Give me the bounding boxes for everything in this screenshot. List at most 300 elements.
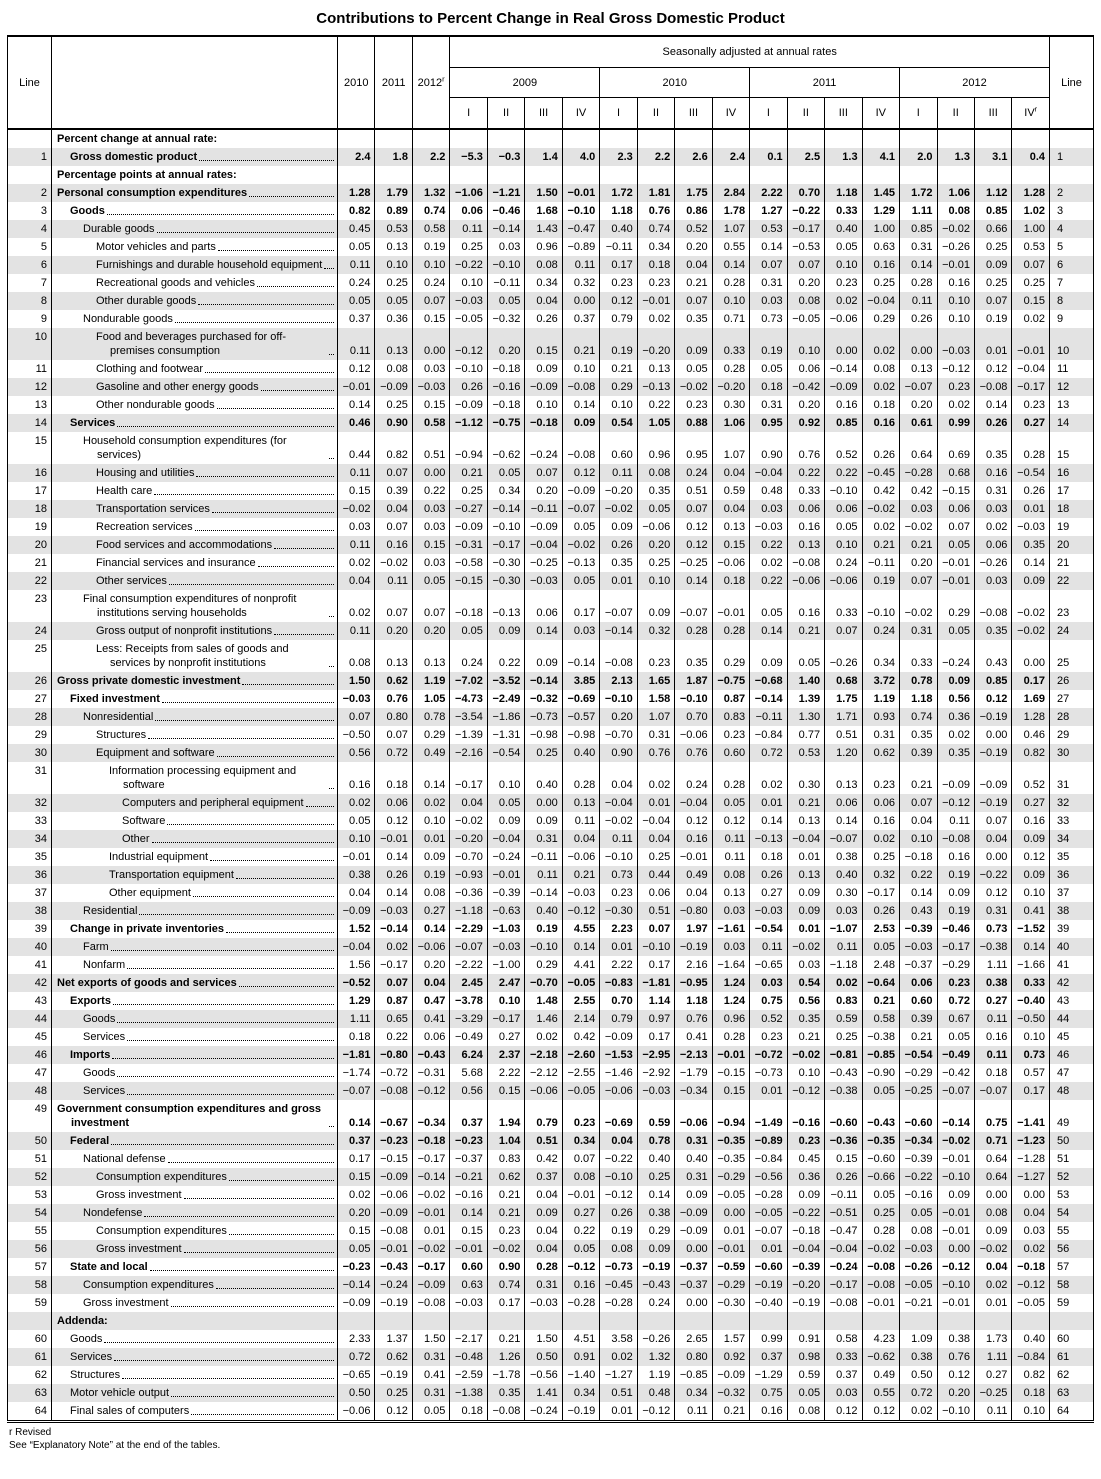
value-cell: −0.58: [450, 554, 487, 572]
value-cell: −0.31: [450, 536, 487, 554]
value-cell: 0.23: [825, 274, 862, 292]
value-cell: 0.16: [675, 830, 712, 848]
value-cell: 0.05: [487, 794, 524, 812]
value-cell: 0.17: [487, 1294, 524, 1312]
value-cell: 0.48: [750, 482, 787, 500]
row-label-cell: [52, 866, 338, 884]
row-label: Other durable goods: [96, 295, 197, 307]
value-cell: 0.04: [450, 794, 487, 812]
line-number-right: 58: [1050, 1276, 1094, 1294]
value-cell: 0.35: [637, 482, 674, 500]
value-cell: −0.05: [1012, 1294, 1050, 1312]
line-number-left: 39: [8, 920, 52, 938]
value-cell: 0.41: [412, 1010, 449, 1028]
value-cell: −0.72: [750, 1046, 787, 1064]
value-cell: 0.08: [862, 360, 899, 378]
value-cell: 0.22: [787, 464, 824, 482]
row-label-cell: [52, 1258, 338, 1276]
value-cell: 1.73: [974, 1330, 1011, 1348]
value-cell: 0.16: [750, 1402, 787, 1422]
value-cell: 0.20: [525, 482, 562, 500]
value-cell: 0.13: [375, 328, 412, 360]
value-cell: −0.02: [562, 536, 599, 554]
leader-dots: [127, 1094, 334, 1095]
value-cell: 0.31: [750, 396, 787, 414]
value-cell: 0.11: [675, 1402, 712, 1422]
value-cell: [675, 1312, 712, 1330]
line-number-left: 32: [8, 794, 52, 812]
value-cell: 4.1: [862, 148, 899, 166]
value-cell: 0.05: [338, 238, 375, 256]
value-cell: 1.40: [787, 672, 824, 690]
value-cell: 1.11: [338, 1010, 375, 1028]
value-cell: −0.17: [825, 1276, 862, 1294]
leader-dots: [191, 1414, 334, 1415]
row-label: Recreation services: [96, 521, 193, 533]
row-label: Durable goods: [83, 223, 155, 235]
value-cell: 0.19: [937, 902, 974, 920]
value-cell: −0.07: [675, 590, 712, 622]
value-cell: −0.93: [450, 866, 487, 884]
leader-dots: [171, 1396, 334, 1397]
row-label: Other equipment: [109, 887, 191, 899]
value-cell: 0.05: [338, 1240, 375, 1258]
value-cell: 0.16: [825, 396, 862, 414]
row-label: Transportation equipment: [109, 869, 234, 881]
value-cell: 0.78: [900, 672, 937, 690]
value-cell: 0.04: [412, 974, 449, 992]
value-cell: [862, 129, 899, 148]
value-cell: 0.07: [974, 812, 1011, 830]
value-cell: 0.20: [937, 1384, 974, 1402]
value-cell: −0.18: [450, 590, 487, 622]
value-cell: −0.02: [974, 1240, 1011, 1258]
value-cell: −0.54: [1012, 464, 1050, 482]
value-cell: 0.01: [787, 920, 824, 938]
value-cell: 0.23: [675, 396, 712, 414]
value-cell: −0.46: [487, 202, 524, 220]
quarter-header: I: [600, 98, 637, 130]
value-cell: −0.08: [825, 1294, 862, 1312]
value-cell: 0.28: [675, 622, 712, 640]
value-cell: 0.60: [712, 744, 749, 762]
value-cell: 0.14: [675, 572, 712, 590]
value-cell: −0.54: [900, 1046, 937, 1064]
value-cell: −1.74: [338, 1064, 375, 1082]
value-cell: 0.06: [450, 202, 487, 220]
value-cell: −0.01: [937, 1222, 974, 1240]
quarter-header: III: [675, 98, 712, 130]
row-label-cell: [52, 640, 338, 672]
value-cell: 2.65: [675, 1330, 712, 1348]
value-cell: −2.55: [562, 1064, 599, 1082]
value-cell: 0.18: [862, 396, 899, 414]
value-cell: 0.11: [562, 812, 599, 830]
value-cell: 0.07: [974, 292, 1011, 310]
value-cell: −0.38: [974, 938, 1011, 956]
value-cell: 0.20: [900, 554, 937, 572]
value-cell: 0.03: [338, 518, 375, 536]
value-cell: −0.81: [825, 1046, 862, 1064]
value-cell: −0.89: [562, 238, 599, 256]
value-cell: −0.07: [450, 938, 487, 956]
row-label-cell: [52, 396, 338, 414]
value-cell: −0.06: [525, 1082, 562, 1100]
value-cell: 0.63: [450, 1276, 487, 1294]
value-cell: −0.09: [450, 518, 487, 536]
table-row: [8, 744, 1094, 762]
value-cell: 0.01: [974, 1294, 1011, 1312]
line-number-right: 45: [1050, 1028, 1094, 1046]
label-column-header: [52, 36, 338, 129]
value-cell: 0.56: [787, 992, 824, 1010]
row-label-cell: [52, 328, 338, 360]
value-cell: −0.04: [825, 1240, 862, 1258]
value-cell: 0.16: [1012, 812, 1050, 830]
row-label: Less: Receipts from sales of goods and services by nonprofit institutions: [96, 643, 289, 669]
value-cell: 1.06: [712, 414, 749, 432]
value-cell: 0.06: [637, 884, 674, 902]
value-cell: 0.15: [1012, 292, 1050, 310]
value-cell: 0.28: [712, 274, 749, 292]
value-cell: −1.64: [712, 956, 749, 974]
value-cell: 0.07: [338, 708, 375, 726]
value-cell: 0.25: [1012, 274, 1050, 292]
value-cell: 0.20: [412, 956, 449, 974]
value-cell: −2.92: [637, 1064, 674, 1082]
value-cell: 0.14: [562, 938, 599, 956]
row-label: Consumption expenditures: [96, 1225, 227, 1237]
value-cell: 0.86: [675, 202, 712, 220]
line-number-left: 34: [8, 830, 52, 848]
row-label-cell: [52, 1222, 338, 1240]
value-cell: 0.71: [974, 1132, 1011, 1150]
line-number-right: 22: [1050, 572, 1094, 590]
value-cell: 0.13: [562, 794, 599, 812]
value-cell: [1012, 1312, 1050, 1330]
value-cell: −0.17: [862, 884, 899, 902]
value-cell: −0.26: [900, 1258, 937, 1276]
value-cell: 1.30: [787, 708, 824, 726]
leader-dots: [168, 1162, 334, 1163]
value-cell: 0.32: [862, 866, 899, 884]
value-cell: −0.57: [562, 708, 599, 726]
value-cell: 0.31: [900, 238, 937, 256]
value-cell: −0.08: [974, 590, 1011, 622]
value-cell: 0.38: [825, 848, 862, 866]
value-cell: 0.40: [525, 762, 562, 794]
value-cell: −1.78: [487, 1366, 524, 1384]
value-cell: −3.52: [487, 672, 524, 690]
value-cell: 0.45: [338, 220, 375, 238]
value-cell: −0.08: [487, 1402, 524, 1422]
value-cell: 0.11: [974, 1402, 1011, 1422]
leader-dots: [329, 458, 334, 459]
col-header-2012-text: 2012: [417, 76, 443, 89]
value-cell: −0.14: [600, 622, 637, 640]
value-cell: [637, 166, 674, 184]
value-cell: 0.02: [862, 830, 899, 848]
leader-dots: [212, 512, 334, 513]
value-cell: 0.15: [338, 482, 375, 500]
value-cell: −1.38: [450, 1384, 487, 1402]
row-label-cell: [52, 590, 338, 622]
value-cell: −0.02: [1012, 622, 1050, 640]
value-cell: 0.46: [1012, 726, 1050, 744]
value-cell: −0.01: [412, 1204, 449, 1222]
value-cell: 0.76: [375, 690, 412, 708]
value-cell: −0.73: [600, 1258, 637, 1276]
value-cell: 0.21: [862, 992, 899, 1010]
value-cell: −0.26: [637, 1330, 674, 1348]
value-cell: 0.72: [375, 744, 412, 762]
row-label: Gross investment: [96, 1189, 182, 1201]
value-cell: 0.21: [562, 328, 599, 360]
value-cell: 0.54: [600, 414, 637, 432]
value-cell: 0.29: [712, 640, 749, 672]
value-cell: −0.19: [375, 1294, 412, 1312]
value-cell: −0.09: [338, 902, 375, 920]
line-number-left: 47: [8, 1064, 52, 1082]
row-label: State and local: [70, 1261, 148, 1273]
value-cell: 0.07: [412, 292, 449, 310]
value-cell: 0.43: [900, 902, 937, 920]
value-cell: −0.08: [862, 1276, 899, 1294]
row-label: Financial services and insurance: [96, 557, 256, 569]
value-cell: −0.19: [562, 1402, 599, 1422]
leader-dots: [257, 286, 334, 287]
value-cell: 0.11: [600, 830, 637, 848]
value-cell: 0.36: [787, 1168, 824, 1186]
leader-dots: [193, 896, 334, 897]
value-cell: 0.76: [787, 432, 824, 464]
table-row: [8, 672, 1094, 690]
table-row: [8, 762, 1094, 794]
value-cell: −0.15: [375, 1150, 412, 1168]
value-cell: −0.10: [525, 938, 562, 956]
value-cell: −0.32: [487, 310, 524, 328]
value-cell: 0.02: [412, 794, 449, 812]
value-cell: 0.13: [900, 360, 937, 378]
value-cell: 0.09: [600, 518, 637, 536]
value-cell: −0.03: [487, 938, 524, 956]
value-cell: −0.01: [937, 554, 974, 572]
value-cell: −0.45: [862, 464, 899, 482]
row-label-cell: [52, 1384, 338, 1402]
row-label-cell: [52, 1294, 338, 1312]
table-row: [8, 378, 1094, 396]
value-cell: 0.02: [974, 1276, 1011, 1294]
year-group-2009: 2009: [450, 68, 600, 98]
table-row: [8, 1204, 1094, 1222]
value-cell: −0.25: [974, 1384, 1011, 1402]
value-cell: 1.37: [375, 1330, 412, 1348]
value-cell: −0.68: [750, 672, 787, 690]
value-cell: 0.18: [750, 378, 787, 396]
value-cell: [637, 129, 674, 148]
line-number-left: 5: [8, 238, 52, 256]
value-cell: 1.48: [525, 992, 562, 1010]
leader-dots: [117, 1076, 334, 1077]
value-cell: 0.05: [787, 640, 824, 672]
value-cell: 0.03: [412, 554, 449, 572]
value-cell: −0.70: [600, 726, 637, 744]
value-cell: 0.64: [974, 1150, 1011, 1168]
value-cell: 0.50: [338, 1384, 375, 1402]
value-cell: 0.42: [862, 482, 899, 500]
row-label: Other services: [96, 575, 167, 587]
value-cell: 0.34: [675, 1384, 712, 1402]
table-row: [8, 1010, 1094, 1028]
table-row: [8, 220, 1094, 238]
value-cell: 0.31: [675, 1168, 712, 1186]
value-cell: 0.95: [675, 432, 712, 464]
value-cell: 0.22: [750, 572, 787, 590]
value-cell: −0.07: [900, 378, 937, 396]
value-cell: 1.81: [637, 184, 674, 202]
value-cell: 0.02: [937, 726, 974, 744]
value-cell: 0.73: [974, 920, 1011, 938]
value-cell: 0.03: [787, 956, 824, 974]
value-cell: −0.09: [675, 1204, 712, 1222]
value-cell: −0.37: [675, 1276, 712, 1294]
value-cell: 1.45: [862, 184, 899, 202]
value-cell: 2.33: [338, 1330, 375, 1348]
value-cell: 1.28: [1012, 708, 1050, 726]
line-number-right: 21: [1050, 554, 1094, 572]
value-cell: 0.24: [675, 464, 712, 482]
table-row: [8, 238, 1094, 256]
value-cell: −0.19: [974, 744, 1011, 762]
value-cell: 0.04: [974, 1258, 1011, 1276]
value-cell: 1.18: [600, 202, 637, 220]
value-cell: 0.05: [562, 572, 599, 590]
value-cell: 0.09: [1012, 572, 1050, 590]
value-cell: −0.43: [412, 1046, 449, 1064]
value-cell: 0.13: [712, 884, 749, 902]
value-cell: 0.31: [412, 1384, 449, 1402]
value-cell: −0.10: [937, 1276, 974, 1294]
value-cell: −0.04: [750, 464, 787, 482]
value-cell: −0.32: [525, 690, 562, 708]
value-cell: 0.11: [712, 848, 749, 866]
value-cell: 0.08: [412, 884, 449, 902]
value-cell: 0.43: [974, 640, 1011, 672]
value-cell: −0.83: [600, 974, 637, 992]
value-cell: 0.08: [338, 640, 375, 672]
value-cell: −0.43: [862, 1100, 899, 1132]
value-cell: 0.23: [712, 726, 749, 744]
value-cell: 0.17: [1012, 672, 1050, 690]
value-cell: −0.03: [750, 902, 787, 920]
value-cell: [375, 1312, 412, 1330]
value-cell: 0.11: [375, 572, 412, 590]
value-cell: 0.23: [862, 762, 899, 794]
table-row: [8, 902, 1094, 920]
table-row: [8, 590, 1094, 622]
line-number-right: 44: [1050, 1010, 1094, 1028]
value-cell: −0.12: [937, 794, 974, 812]
table-row: [8, 1366, 1094, 1384]
value-cell: −1.18: [825, 956, 862, 974]
value-cell: −0.32: [712, 1384, 749, 1402]
value-cell: 0.34: [562, 1132, 599, 1150]
value-cell: 0.06: [825, 794, 862, 812]
value-cell: 0.21: [562, 866, 599, 884]
value-cell: −0.18: [487, 396, 524, 414]
value-cell: −0.39: [787, 1258, 824, 1276]
value-cell: −0.39: [900, 1150, 937, 1168]
value-cell: 4.23: [862, 1330, 899, 1348]
value-cell: 0.11: [338, 536, 375, 554]
value-cell: −0.08: [562, 378, 599, 396]
value-cell: [487, 166, 524, 184]
value-cell: 0.10: [487, 992, 524, 1010]
value-cell: 0.59: [712, 482, 749, 500]
value-cell: −0.03: [525, 1294, 562, 1312]
value-cell: 0.14: [900, 256, 937, 274]
value-cell: 0.23: [1012, 396, 1050, 414]
footnotes: [9, 1426, 1094, 1452]
value-cell: 0.25: [637, 848, 674, 866]
year-group-2010: 2010: [600, 68, 750, 98]
table-row: [8, 518, 1094, 536]
value-cell: 0.35: [675, 640, 712, 672]
value-cell: 0.26: [375, 866, 412, 884]
value-cell: 0.24: [637, 1294, 674, 1312]
leader-dots: [216, 1288, 334, 1289]
value-cell: 0.49: [412, 744, 449, 762]
value-cell: 0.37: [562, 310, 599, 328]
line-number-right: 35: [1050, 848, 1094, 866]
value-cell: −0.06: [675, 1100, 712, 1132]
value-cell: −0.04: [338, 938, 375, 956]
value-cell: 0.21: [487, 1186, 524, 1204]
value-cell: 0.52: [825, 432, 862, 464]
value-cell: −0.26: [974, 554, 1011, 572]
value-cell: −0.10: [637, 938, 674, 956]
line-number-left: 48: [8, 1082, 52, 1100]
value-cell: 0.05: [487, 292, 524, 310]
value-cell: −2.29: [450, 920, 487, 938]
table-row: [8, 274, 1094, 292]
row-label: Consumption expenditures: [96, 1171, 227, 1183]
value-cell: −1.06: [450, 184, 487, 202]
value-cell: 0.36: [937, 708, 974, 726]
value-cell: 0.05: [562, 518, 599, 536]
value-cell: −0.84: [1012, 1348, 1050, 1366]
value-cell: −3.29: [450, 1010, 487, 1028]
value-cell: 0.02: [750, 554, 787, 572]
value-cell: 0.16: [862, 256, 899, 274]
value-cell: −0.10: [825, 482, 862, 500]
value-cell: 0.51: [525, 1132, 562, 1150]
value-cell: −0.09: [412, 1276, 449, 1294]
value-cell: 1.58: [637, 690, 674, 708]
value-cell: 0.05: [862, 938, 899, 956]
value-cell: −0.10: [600, 1168, 637, 1186]
value-cell: 0.41: [675, 1028, 712, 1046]
line-number-left: 59: [8, 1294, 52, 1312]
table-row: [8, 1064, 1094, 1082]
value-cell: [600, 129, 637, 148]
value-cell: 0.35: [600, 554, 637, 572]
value-cell: 0.08: [937, 202, 974, 220]
value-cell: 0.08: [712, 866, 749, 884]
value-cell: 0.05: [675, 360, 712, 378]
row-label: Exports: [70, 995, 111, 1007]
value-cell: 0.79: [525, 1100, 562, 1132]
